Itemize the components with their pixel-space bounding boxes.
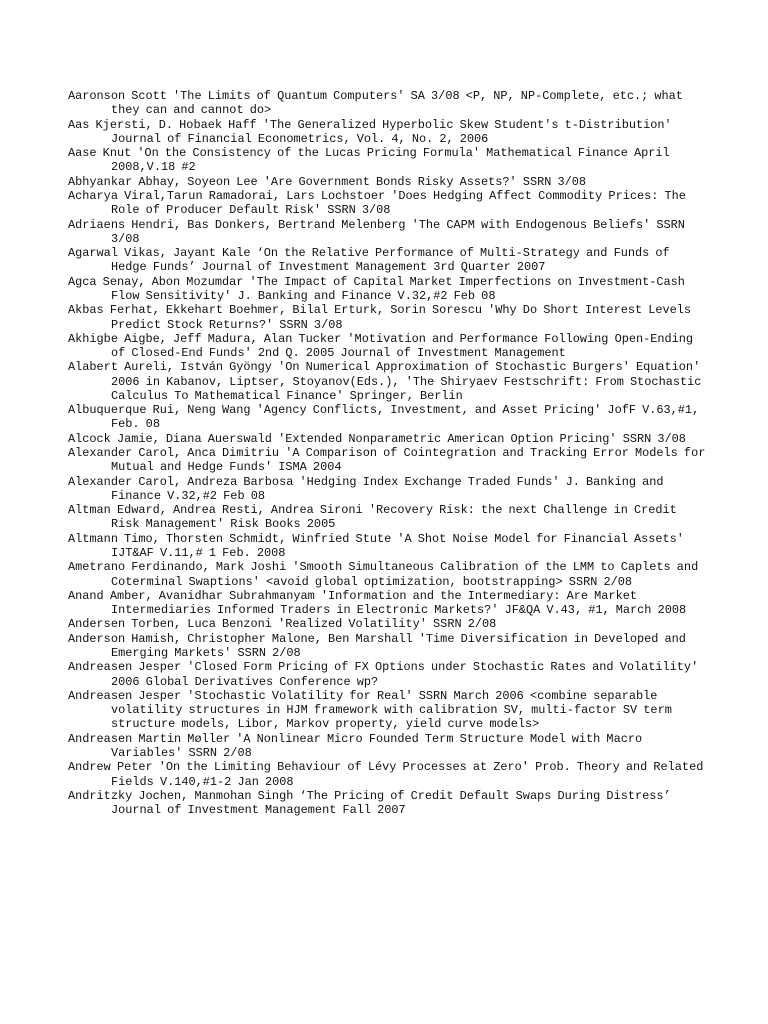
list-item: Agarwal Vikas, Jayant Kale ‘On the Relative Performance of Multi-Strategy and Funds of Hedge Funds’ Journal of Investment Management 3rd Quarter 2007	[68, 246, 670, 275]
list-item: Alcock Jamie, Diana Auerswald 'Extended Nonparametric American Option Pricing' SSRN 3/08	[68, 431, 686, 446]
list-item: Altmann Timo, Thorsten Schmidt, Winfried Stute 'A Shot Noise Model for Financial Assets' IJT&AF V.11,# 1 Feb. 2008	[68, 531, 684, 560]
list-item: Acharya Viral,Tarun Ramadorai, Lars Lochstoer 'Does Hedging Affect Commodity Prices: The Role of Producer Default Risk' SSRN 3/08	[68, 188, 686, 218]
list-item: Aase Knut 'On the Consistency of the Lucas Pricing Formula' Mathematical Finance April 2008,V.18 #2	[68, 146, 670, 175]
list-item: Ametrano Ferdinando, Mark Joshi 'Smooth Simultaneous Calibration of the LMM to Caplets and Coterminal Swaptions' <avoid global optimization, bootstrapping> SSRN 2/08	[68, 560, 699, 589]
bibliography-list	[68, 89, 708, 817]
list-item: Akhigbe Aigbe, Jeff Madura, Alan Tucker 'Motivation and Performance Following Open-Ending of Closed-End Funds' 2nd Q. 2005 Journal of Investment Management	[68, 331, 694, 361]
list-item: Aaronson Scott 'The Limits of Quantum Computers' SA 3/08 <P, NP, NP-Complete, etc.; what they can and cannot do>	[68, 89, 683, 118]
list-item: Albuquerque Rui, Neng Wang 'Agency Conflicts, Investment, and Asset Pricing' JofF V.63,#1, Feb. 08	[68, 403, 700, 432]
list-item: Alexander Carol, Anca Dimitriu 'A Comparison of Cointegration and Tracking Error Models for Mutual and Hedge Funds' ISMA 2004	[68, 446, 706, 475]
list-item: Agca Senay, Abon Mozumdar 'The Impact of Capital Market Imperfections on Investment-Cash Flow Sensitivity' J. Banking and Finance V.32,#2 Feb 08	[68, 274, 685, 303]
list-item: Anand Amber, Avanidhar Subrahmanyam 'Information and the Intermediary: Are Market Intermediaries Informed Traders in Electronic Markets?' JF&QA V.43, #1, March 2008	[68, 588, 687, 618]
list-item: Andreasen Jesper 'Stochastic Volatility for Real' SSRN March 2006 <combine separable volatility structures in HJM framework with calibration SV, multi-factor SV term structure models, Libor, Markov property, yield curve models>	[68, 688, 672, 732]
list-item: Alexander Carol, Andreza Barbosa 'Hedging Index Exchange Traded Funds' J. Banking and Finance V.32,#2 Feb 08	[68, 474, 664, 503]
list-item: Adriaens Hendri, Bas Donkers, Bertrand Melenberg 'The CAPM with Endogenous Beliefs' SSRN 3/08	[68, 217, 685, 246]
list-item: Andrew Peter 'On the Limiting Behaviour of Lévy Processes at Zero' Prob. Theory and Related Fields V.140,#1-2 Jan 2008	[68, 760, 704, 789]
list-item: Andritzky Jochen, Manmohan Singh ‘The Pricing of Credit Default Swaps During Distress’ Journal of Investment Management Fall 2007	[68, 788, 671, 818]
list-item: Anderson Hamish, Christopher Malone, Ben Marshall 'Time Diversification in Developed and Emerging Markets' SSRN 2/08	[68, 631, 686, 660]
list-item: Akbas Ferhat, Ekkehart Boehmer, Bilal Erturk, Sorin Sorescu 'Why Do Short Interest Levels Predict Stock Returns?' SSRN 3/08	[68, 303, 692, 332]
list-item: Andreasen Martin Møller 'A Nonlinear Micro Founded Term Structure Model with Macro Variables' SSRN 2/08	[68, 731, 643, 760]
list-item: Altman Edward, Andrea Resti, Andrea Sironi 'Recovery Risk: the next Challenge in Credit Risk Management' Risk Books 2005	[68, 503, 677, 532]
list-item: Aas Kjersti, D. Hobaek Haff 'The Generalized Hyperbolic Skew Student's t-Distribution' Journal of Financial Econometrics, Vol. 4, No. 2, 2006	[68, 117, 672, 146]
list-item: Alabert Aureli, István Gyöngy 'On Numerical Approximation of Stochastic Burgers' Equation' 2006 in Kabanov, Liptser, Stoyanov(Eds.), 'The Shiryaev Festschrift: From Stochastic Calculus To Mathematical Finance' Springer, Berlin	[68, 360, 702, 403]
list-item: Abhyankar Abhay, Soyeon Lee 'Are Government Bonds Risky Assets?' SSRN 3/08	[68, 174, 587, 189]
list-item: Andersen Torben, Luca Benzoni 'Realized Volatility' SSRN 2/08	[68, 617, 497, 632]
list-item: Andreasen Jesper 'Closed Form Pricing of FX Options under Stochastic Rates and Volatility' 2006 Global Derivatives Conference wp?	[68, 660, 699, 689]
